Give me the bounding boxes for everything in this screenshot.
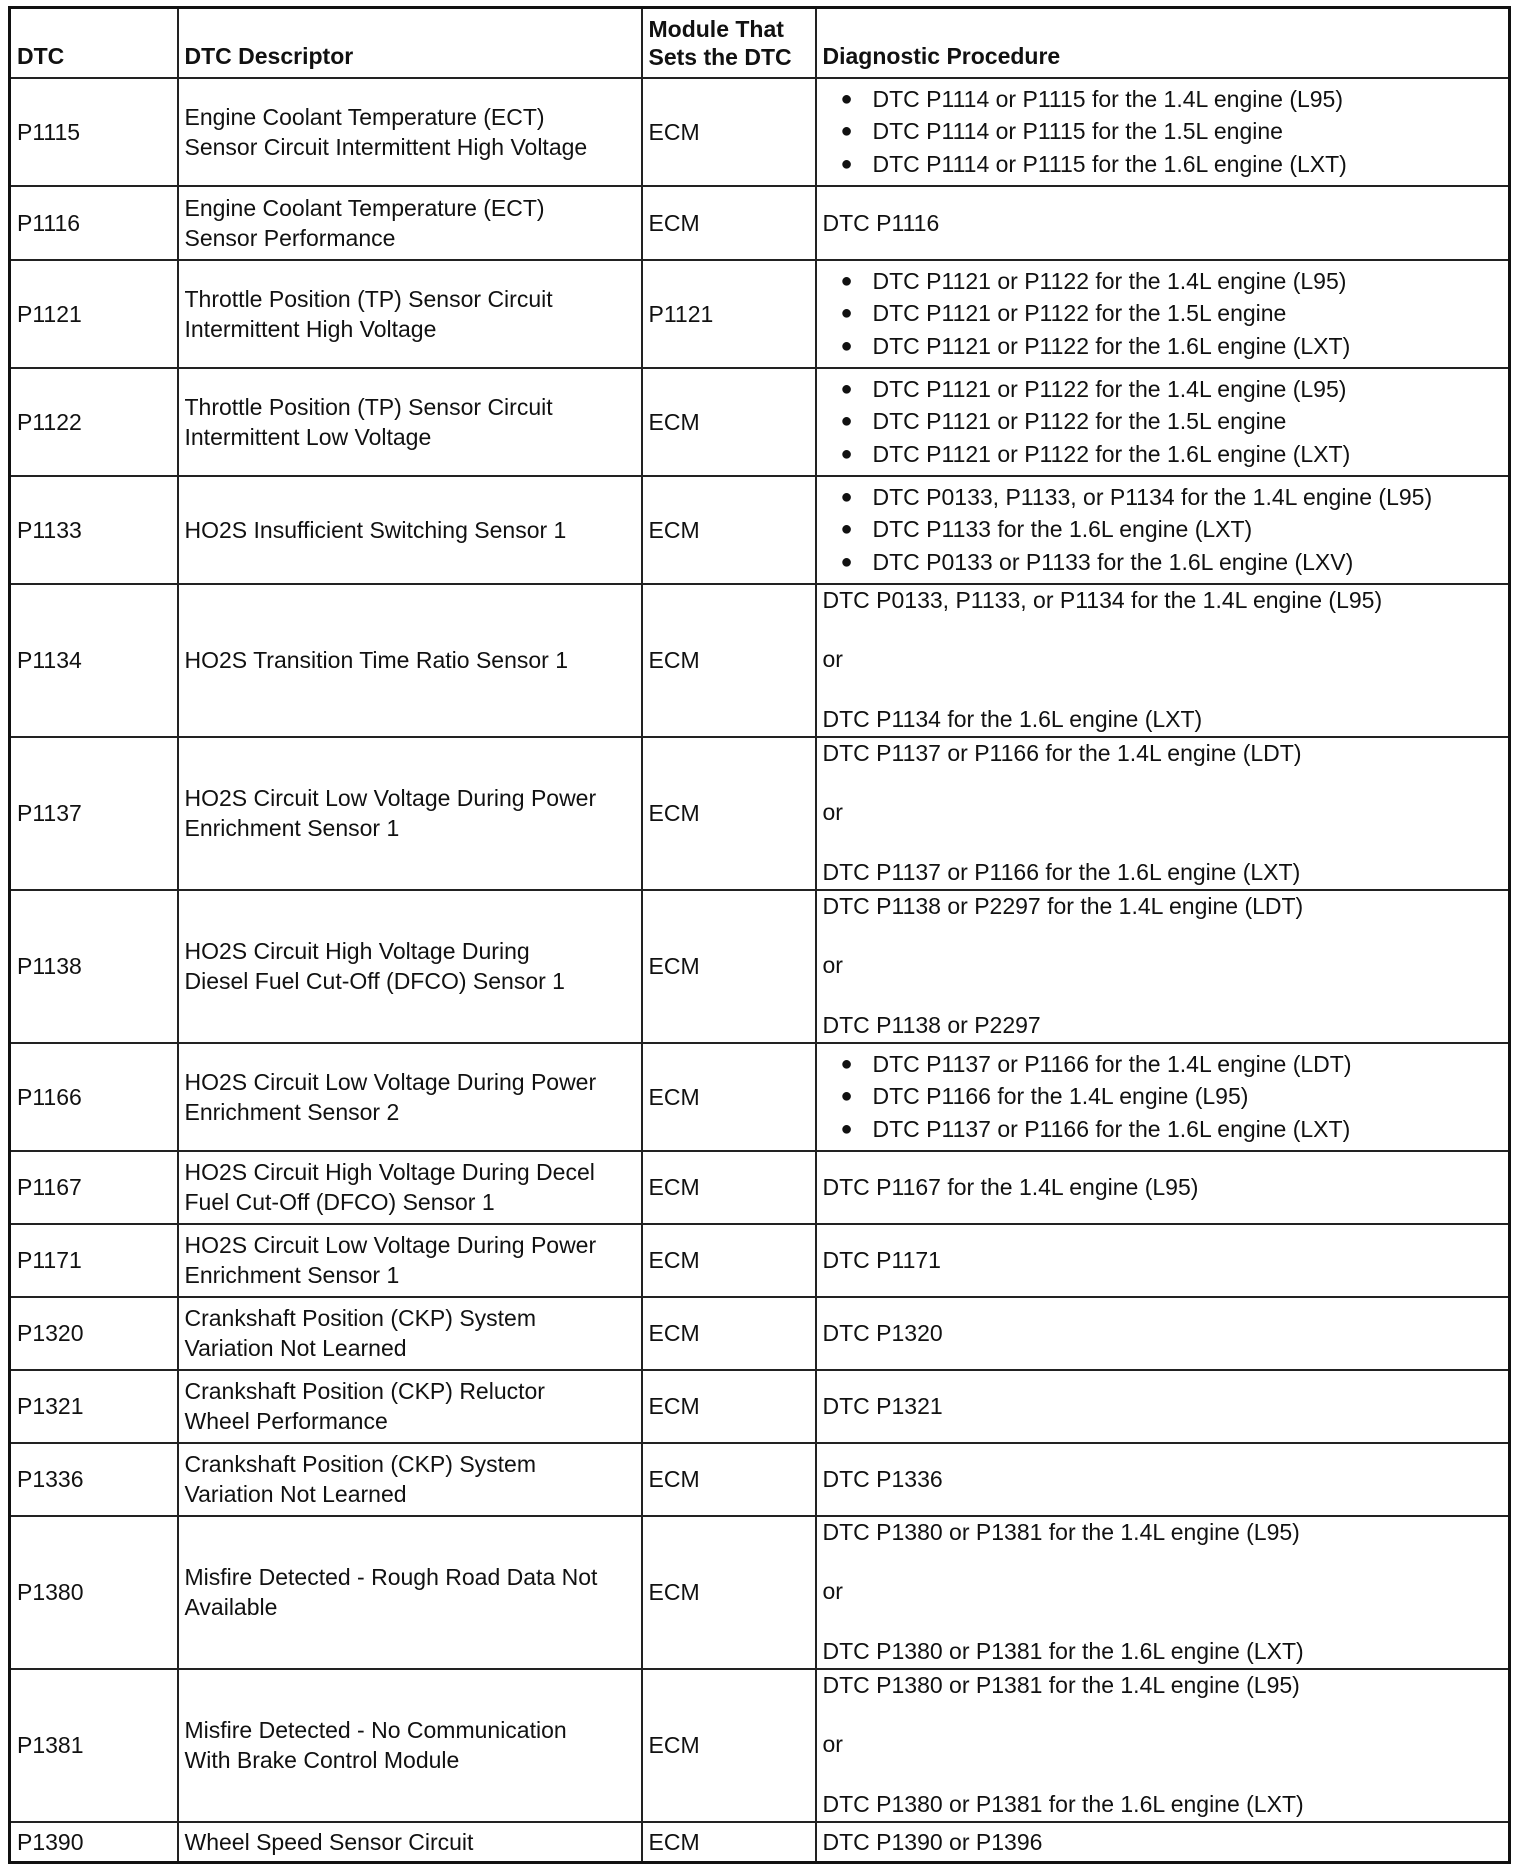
descriptor-line: Engine Coolant Temperature (ECT) [184,103,545,130]
descriptor-line: Sensor Circuit Intermittent High Voltage [184,133,588,160]
descriptor-line: Sensor Performance [184,224,396,251]
diagnostic-procedure [816,1297,1510,1370]
dtc-descriptor [178,1043,642,1151]
descriptor-line: Variation Not Learned [184,1335,407,1361]
dtc-code: P1166 [10,1043,178,1151]
dtc-code: P1380 [10,1516,178,1669]
table-row [10,1516,1510,1669]
dtc-code: P1138 [10,890,178,1043]
descriptor-line: Misfire Detected - No Communication [184,1717,567,1743]
procedure-link[interactable]: ● DTC P1114 or P1115 for the 1.4L engine (L95) [823,83,1503,116]
module-cell: ECM [642,1443,816,1516]
procedure-list [823,1048,1503,1146]
module-cell: ECM [642,368,816,476]
diagnostic-procedure [816,737,1510,890]
procedure-link[interactable]: ● DTC P1166 for the 1.4L engine (L95) [823,1080,1503,1113]
procedure-link[interactable]: DTC P1171 [822,1247,941,1273]
dtc-descriptor [178,368,642,476]
procedure-link[interactable]: DTC P1380 or P1381 for the 1.6L engine (LXT) [822,1790,1304,1817]
table-row [10,584,1510,737]
procedure-list [823,265,1503,363]
table-row [10,368,1510,476]
procedure-options [823,1517,1503,1666]
descriptor-line: Enrichment Sensor 1 [184,815,400,841]
descriptor-line: Crankshaft Position (CKP) System [184,1451,537,1477]
module-cell: ECM [642,1224,816,1297]
dtc-descriptor [178,186,642,260]
table-row [10,78,1510,186]
dtc-descriptor [178,1516,642,1669]
procedure-list [823,83,1503,181]
diagnostic-procedure [816,260,1510,368]
dtc-code: P1133 [10,476,178,584]
or-separator: or [822,1578,843,1604]
module-cell: ECM [642,1370,816,1443]
or-separator: or [822,799,843,825]
procedure-link[interactable]: ● DTC P1121 or P1122 for the 1.6L engine (LXT) [823,330,1503,363]
diagnostic-procedure [816,1224,1510,1297]
table-row [10,260,1510,368]
header-module-line2: Sets the DTC [648,43,792,70]
procedure-link[interactable]: DTC P1380 or P1381 for the 1.4L engine (L95) [822,1671,1300,1698]
dtc-descriptor [178,1822,642,1863]
table-row [10,1370,1510,1443]
dtc-descriptor [178,260,642,368]
module-cell: ECM [642,737,816,890]
dtc-code: P1121 [10,260,178,368]
descriptor-line: HO2S Circuit Low Voltage During Power [184,1068,597,1095]
procedure-link[interactable]: ● DTC P1114 or P1115 for the 1.6L engine (LXT) [823,148,1503,181]
descriptor-line: Intermittent Low Voltage [184,423,432,450]
table-row [10,186,1510,260]
module-cell: ECM [642,78,816,186]
dtc-code: P1321 [10,1370,178,1443]
module-cell: ECM [642,1151,816,1224]
dtc-code: P1116 [10,186,178,260]
dtc-descriptor [178,737,642,890]
procedure-options [823,738,1503,887]
header-descriptor: DTC Descriptor [178,8,642,78]
descriptor-line: Crankshaft Position (CKP) System [184,1305,537,1331]
header-procedure: Diagnostic Procedure [816,8,1510,78]
descriptor-line: Throttle Position (TP) Sensor Circuit [184,393,553,420]
procedure-link[interactable]: DTC P1321 [822,1393,943,1419]
dtc-descriptor [178,890,642,1043]
procedure-link[interactable]: DTC P1390 or P1396 [822,1828,1043,1855]
module-cell: ECM [642,1043,816,1151]
procedure-options [823,1670,1503,1819]
descriptor-line: HO2S Circuit High Voltage During Decel [184,1159,595,1185]
module-cell: ECM [642,186,816,260]
diagnostic-procedure [816,476,1510,584]
procedure-link[interactable]: DTC P1116 [822,209,940,236]
table-row [10,737,1510,890]
or-separator: or [822,1731,843,1757]
procedure-link[interactable]: DTC P1134 for the 1.6L engine (LXT) [822,705,1203,732]
dtc-descriptor [178,1370,642,1443]
procedure-link[interactable]: DTC P1167 for the 1.4L engine (L95) [822,1174,1199,1200]
procedure-link[interactable]: ● DTC P1121 or P1122 for the 1.6L engine (LXT) [823,438,1503,471]
procedure-link[interactable]: ● DTC P1121 or P1122 for the 1.5L engine [823,297,1503,330]
descriptor-line: HO2S Circuit High Voltage During [184,938,530,964]
dtc-code: P1381 [10,1669,178,1822]
dtc-descriptor [178,584,642,737]
descriptor-line: HO2S Transition Time Ratio Sensor 1 [184,647,568,673]
header-module [642,8,816,78]
procedure-link[interactable]: DTC P1380 or P1381 for the 1.4L engine (L95) [822,1518,1300,1545]
table-body [10,78,1510,1863]
diagnostic-procedure [816,1822,1510,1863]
descriptor-line: Diesel Fuel Cut-Off (DFCO) Sensor 1 [184,968,565,994]
procedure-options [823,891,1503,1040]
diagnostic-procedure [816,1370,1510,1443]
procedure-link[interactable]: ● DTC P1121 or P1122 for the 1.4L engine (L95) [823,373,1503,406]
module-cell: ECM [642,1822,816,1863]
descriptor-line: Engine Coolant Temperature (ECT) [184,194,545,221]
table-row [10,1151,1510,1224]
dtc-code: P1115 [10,78,178,186]
procedure-list [823,373,1503,471]
procedure-options [823,585,1503,734]
table-row [10,1043,1510,1151]
header-dtc: DTC [10,8,178,78]
dtc-code: P1137 [10,737,178,890]
procedure-link[interactable]: DTC P0133, P1133, or P1134 for the 1.4L engine (L95) [822,586,1383,613]
dtc-table [8,6,1511,1864]
table-row [10,476,1510,584]
module-cell: ECM [642,1297,816,1370]
table-row [10,1297,1510,1370]
diagnostic-procedure [816,890,1510,1043]
descriptor-line: Wheel Speed Sensor Circuit [184,1828,474,1855]
dtc-code: P1320 [10,1297,178,1370]
descriptor-line: Throttle Position (TP) Sensor Circuit [184,285,553,312]
dtc-descriptor [178,1151,642,1224]
descriptor-line: Available [184,1594,278,1620]
header-module-line1: Module That [648,15,784,42]
procedure-link[interactable]: ● DTC P1114 or P1115 for the 1.5L engine [823,115,1503,148]
procedure-link[interactable]: ● DTC P0133 or P1133 for the 1.6L engine (LXV) [823,546,1503,579]
diagnostic-procedure [816,1443,1510,1516]
descriptor-line: Crankshaft Position (CKP) Reluctor [184,1378,545,1404]
table-row [10,1224,1510,1297]
procedure-link[interactable]: DTC P1336 [822,1466,943,1492]
module-cell: ECM [642,890,816,1043]
module-cell: ECM [642,1669,816,1822]
descriptor-line: Fuel Cut-Off (DFCO) Sensor 1 [184,1189,495,1215]
module-cell: ECM [642,1516,816,1669]
descriptor-line: Intermittent High Voltage [184,315,437,342]
table-row [10,890,1510,1043]
table-row [10,1822,1510,1863]
procedure-link[interactable]: DTC P1320 [822,1320,943,1346]
table-row [10,1669,1510,1822]
dtc-code: P1122 [10,368,178,476]
procedure-link[interactable]: ● DTC P1137 or P1166 for the 1.4L engine (LDT) [823,1048,1503,1081]
procedure-link[interactable]: ● DTC P1137 or P1166 for the 1.6L engine (LXT) [823,1113,1503,1146]
descriptor-line: Wheel Performance [184,1408,388,1434]
dtc-code: P1134 [10,584,178,737]
dtc-descriptor [178,476,642,584]
dtc-descriptor [178,1669,642,1822]
procedure-link[interactable]: DTC P1137 or P1166 for the 1.6L engine (LXT) [822,858,1301,885]
dtc-descriptor [178,1224,642,1297]
diagnostic-procedure [816,1516,1510,1669]
procedure-link[interactable]: ● DTC P1121 or P1122 for the 1.5L engine [823,405,1503,438]
dtc-descriptor [178,1443,642,1516]
descriptor-line: HO2S Circuit Low Voltage During Power [184,785,597,811]
procedure-link[interactable]: ● DTC P0133, P1133, or P1134 for the 1.4L engine (L95) [823,481,1503,514]
dtc-descriptor [178,78,642,186]
descriptor-line: Misfire Detected - Rough Road Data Not [184,1564,598,1590]
module-cell: ECM [642,476,816,584]
descriptor-line: With Brake Control Module [184,1747,460,1773]
diagnostic-procedure [816,584,1510,737]
table-row [10,1443,1510,1516]
dtc-code: P1171 [10,1224,178,1297]
dtc-code: P1336 [10,1443,178,1516]
descriptor-line: Variation Not Learned [184,1481,407,1507]
procedure-link[interactable]: DTC P1380 or P1381 for the 1.6L engine (LXT) [822,1637,1304,1664]
procedure-link[interactable]: DTC P1137 or P1166 for the 1.4L engine (LDT) [822,739,1302,766]
module-cell: ECM [642,584,816,737]
dtc-descriptor [178,1297,642,1370]
procedure-list [823,481,1503,579]
descriptor-line: HO2S Circuit Low Voltage During Power [184,1232,597,1258]
descriptor-line: HO2S Insufficient Switching Sensor 1 [184,516,567,543]
diagnostic-procedure [816,1043,1510,1151]
header-row [10,8,1510,78]
diagnostic-procedure [816,368,1510,476]
or-separator: or [822,952,843,978]
dtc-code: P1167 [10,1151,178,1224]
procedure-link[interactable]: DTC P1138 or P2297 for the 1.4L engine (LDT) [822,892,1304,919]
procedure-link[interactable]: ● DTC P1133 for the 1.6L engine (LXT) [823,513,1503,546]
descriptor-line: Enrichment Sensor 2 [184,1098,400,1125]
descriptor-line: Enrichment Sensor 1 [184,1262,400,1288]
dtc-code: P1390 [10,1822,178,1863]
diagnostic-procedure [816,78,1510,186]
procedure-link[interactable]: DTC P1138 or P2297 [822,1011,1041,1038]
diagnostic-procedure [816,1669,1510,1822]
procedure-link[interactable]: ● DTC P1121 or P1122 for the 1.4L engine (L95) [823,265,1503,298]
diagnostic-procedure [816,1151,1510,1224]
diagnostic-procedure [816,186,1510,260]
or-separator: or [822,646,843,672]
module-cell: P1121 [642,260,816,368]
